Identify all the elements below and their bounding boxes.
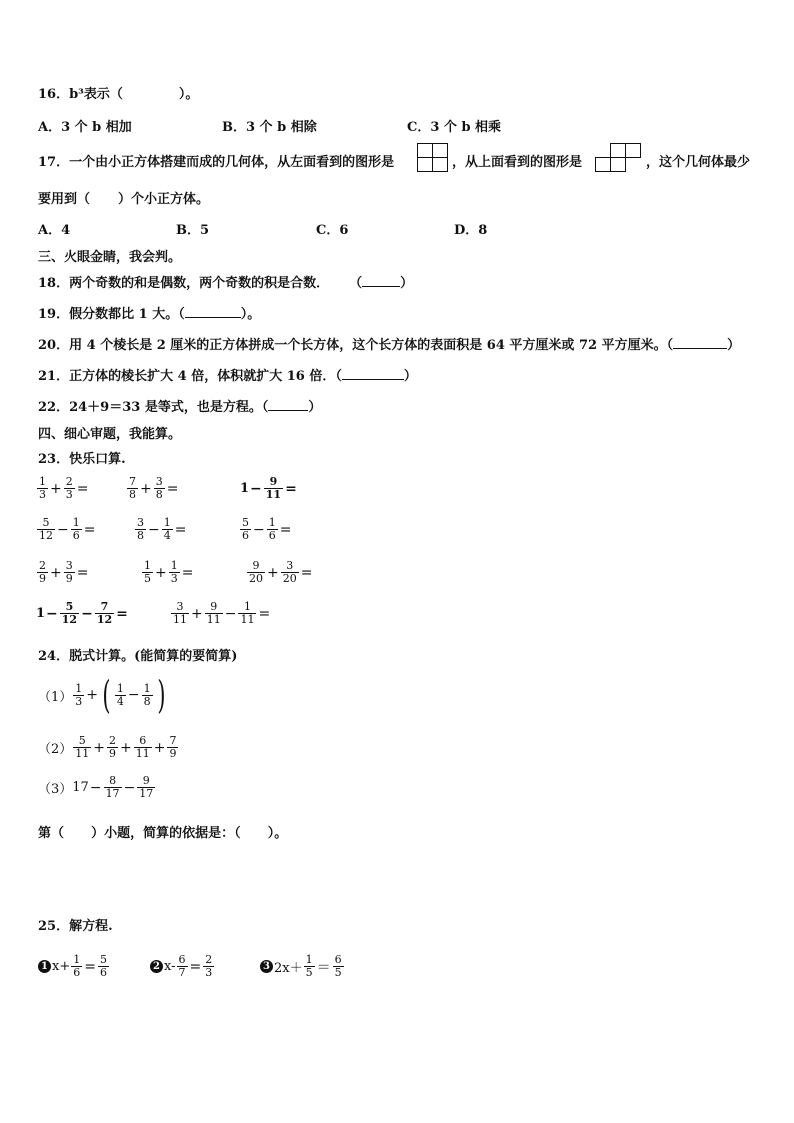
fraction — [135, 517, 146, 542]
operator: + — [120, 739, 132, 756]
operator: − — [57, 521, 69, 538]
fraction — [37, 517, 55, 542]
operator: − — [148, 521, 160, 538]
q18-stem: 18．两个奇数的和是偶数，两个奇数的积是合数． （ ） — [38, 276, 414, 291]
q22-answer-blank[interactable] — [268, 400, 308, 411]
numerator: 5 — [65, 600, 74, 613]
fraction — [142, 560, 153, 585]
operator: = — [174, 521, 187, 538]
denominator: 3 — [65, 488, 73, 501]
q25-title: 25．解方程. — [38, 919, 113, 934]
operator: = — [279, 521, 292, 538]
numerator: 1 — [72, 516, 80, 529]
denominator: 4 — [116, 694, 124, 708]
q17-option-c[interactable]: C．6 — [316, 223, 349, 238]
operator: = — [258, 605, 271, 622]
q24-expression-2: （2） $\frac{5}{11}$ + $\frac{2}{9}$ + $\frac{6}{11}$ + $\frac{7}{9}$ — [38, 734, 177, 760]
denominator: 9 — [39, 572, 46, 585]
q22-stem: 22．24＋9＝33 是等式，也是方程。（ ） — [38, 400, 322, 415]
grid-cell — [595, 157, 611, 172]
fraction — [267, 517, 278, 542]
numerator: 1 — [243, 600, 251, 613]
grid-cell — [417, 157, 433, 172]
q17-stem-line2: 要用到（ ）个小正方体。 — [38, 192, 210, 207]
fraction — [137, 775, 155, 800]
denominator: 11 — [173, 613, 187, 626]
operator: − — [81, 605, 93, 622]
oral-calc-5 — [134, 517, 187, 542]
denominator: 6 — [73, 966, 81, 979]
grid-cell — [610, 157, 626, 172]
denominator: 4 — [163, 529, 171, 542]
fraction — [134, 735, 152, 760]
numerator: 2 — [109, 734, 117, 747]
numerator: 3 — [176, 600, 184, 613]
q16-option-a[interactable]: A．3 个 b 相加 — [38, 120, 132, 135]
fraction — [264, 476, 283, 501]
section-3-heading: 三、火眼金睛，我会判。 — [38, 250, 182, 265]
q17-stem-part1: 17．一个由小正方体搭建而成的几何体，从左面看到的图形是 — [38, 155, 395, 170]
equation-2: 2 x- $\frac{6}{7}$ = $\frac{2}{3}$ — [150, 954, 215, 979]
fraction — [127, 476, 138, 501]
operator: − — [89, 779, 102, 796]
fraction — [238, 601, 256, 626]
denominator: 11 — [135, 747, 150, 760]
q24-footer: 第（ ）小题，简算的依据是：（ ）。 — [38, 826, 288, 841]
numerator: 2 — [39, 559, 46, 572]
denominator: 9 — [65, 572, 73, 585]
denominator: 12 — [61, 613, 78, 626]
numerator: 7 — [169, 734, 177, 747]
operator: = — [83, 521, 96, 538]
q19-answer-blank[interactable] — [185, 307, 241, 318]
numerator: 9 — [269, 475, 278, 488]
q19-stem: 19．假分数都比 1 大。（ ）。 — [38, 307, 261, 322]
numerator: 6 — [139, 734, 147, 747]
numerator: 3 — [286, 559, 294, 572]
denominator: 12 — [96, 613, 113, 626]
fraction — [115, 683, 126, 708]
denominator: 17 — [139, 787, 154, 800]
operator: − — [224, 605, 237, 622]
grid-cell — [625, 143, 641, 158]
denominator: 11 — [206, 613, 221, 626]
oral-calc-2 — [126, 476, 179, 501]
numerator: 1 — [73, 953, 81, 966]
oral-calc-11 — [170, 601, 271, 626]
circled-number-1: 1 — [38, 960, 51, 973]
operator: + — [140, 480, 152, 497]
operator: = — [285, 480, 297, 497]
numerator: 8 — [109, 774, 117, 787]
numerator: 6 — [178, 953, 186, 966]
q21-stem: 21．正方体的棱长扩大 4 倍，体积就扩大 16 倍．（ ） — [38, 369, 417, 384]
q20-stem: 20．用 4 个棱长是 2 厘米的正方体拼成一个长方体，这个长方体的表面积是 64 平方厘米或 72 平方厘米。（ ） — [38, 338, 741, 353]
denominator: 7 — [178, 966, 186, 979]
operator: = — [76, 564, 89, 581]
denominator: 5 — [334, 966, 342, 979]
operator: = — [189, 958, 202, 975]
q20-answer-blank[interactable] — [673, 338, 727, 349]
q17-option-a[interactable]: A．4 — [38, 223, 71, 238]
numerator: 7 — [129, 475, 136, 488]
q17-stem-part3: ，这个几何体最少 — [646, 155, 751, 170]
fraction — [154, 476, 165, 501]
denominator: 3 — [170, 572, 178, 585]
denominator: 5 — [144, 572, 151, 585]
q24-expression-1: （1） $\frac{1}{3}$ + ( $\frac{1}{4}$ − $\frac{1}{8}$ ) — [38, 673, 166, 717]
fraction — [203, 954, 214, 979]
operator: + — [191, 605, 203, 622]
operator: + — [155, 564, 167, 581]
grid-cell — [610, 143, 626, 158]
q21-answer-blank[interactable] — [342, 369, 404, 380]
denominator: 11 — [75, 747, 90, 760]
operator: − — [250, 480, 262, 497]
numerator: 1 — [39, 475, 46, 488]
fraction — [95, 601, 114, 626]
q23-title: 23．快乐口算. — [38, 452, 126, 467]
operator: = — [84, 958, 96, 975]
q16-option-c[interactable]: C．3 个 b 相乘 — [407, 120, 502, 135]
numerator: 5 — [99, 953, 107, 966]
fraction — [64, 560, 75, 585]
fraction — [37, 476, 48, 501]
operator: − — [46, 605, 58, 622]
oral-calc-6 — [239, 517, 292, 542]
fraction — [60, 601, 79, 626]
operator: = — [181, 564, 194, 581]
numerator: 1 — [163, 516, 171, 529]
fraction — [104, 775, 122, 800]
numerator: 9 — [142, 774, 150, 787]
fraction — [71, 954, 82, 979]
fraction — [240, 517, 251, 542]
operator: = — [300, 564, 313, 581]
q17-stem-part2: ，从上面看到的图形是 — [452, 155, 583, 170]
q16-stem: 16．b³表示（ ）。 — [38, 87, 199, 102]
fraction — [71, 517, 82, 542]
operator: − — [253, 521, 265, 538]
numerator: 1 — [143, 681, 151, 695]
numerator: 2 — [65, 475, 73, 488]
fraction — [37, 560, 48, 585]
fraction — [171, 601, 189, 626]
operator: + — [93, 739, 106, 756]
section-4-heading: 四、细心审题，我能算。 — [38, 427, 182, 442]
denominator: 20 — [282, 572, 297, 585]
numerator: 9 — [252, 559, 260, 572]
denominator: 8 — [129, 488, 136, 501]
fraction — [98, 954, 109, 979]
numerator: 1 — [170, 559, 178, 572]
circled-number-3: 3 — [260, 960, 273, 973]
denominator: 11 — [265, 488, 282, 501]
operator: = — [166, 480, 179, 497]
numerator: 3 — [155, 475, 163, 488]
denominator: 12 — [39, 529, 53, 542]
denominator: 17 — [105, 787, 120, 800]
fraction — [304, 954, 315, 979]
numerator: 1 — [75, 681, 83, 695]
denominator: 8 — [137, 529, 144, 542]
q16-option-b[interactable]: B．3 个 b 相除 — [222, 120, 317, 135]
denominator: 6 — [72, 529, 80, 542]
fraction — [247, 560, 265, 585]
denominator: 6 — [268, 529, 276, 542]
fraction — [281, 560, 299, 585]
operator: − — [123, 779, 136, 796]
fraction — [167, 735, 178, 760]
operator: + — [86, 687, 99, 703]
oral-calc-4 — [36, 517, 96, 542]
numerator: 3 — [65, 559, 73, 572]
fraction — [169, 560, 180, 585]
denominator: 8 — [155, 488, 163, 501]
numerator: 9 — [210, 600, 218, 613]
denominator: 5 — [305, 966, 313, 979]
oral-calc-8 — [141, 560, 194, 585]
numerator: 3 — [137, 516, 144, 529]
q18-answer-blank[interactable] — [362, 276, 400, 287]
denominator: 11 — [240, 613, 255, 626]
fraction — [162, 517, 173, 542]
numerator: 5 — [42, 516, 50, 529]
denominator: 8 — [143, 694, 151, 708]
oral-calc-3: 1 − $\frac{9}{11}$ = — [240, 475, 297, 501]
fraction — [73, 683, 84, 708]
numerator: 6 — [334, 953, 342, 966]
operator: + — [50, 480, 62, 497]
operator: ＝ — [316, 959, 331, 976]
parenthesis: ) — [156, 673, 166, 717]
grid-cell — [432, 143, 448, 158]
q17-option-b[interactable]: B．5 — [176, 223, 210, 238]
operator: = — [116, 605, 128, 622]
circled-number-2: 2 — [150, 960, 163, 973]
grid-cell — [432, 157, 448, 172]
numerator: 7 — [100, 600, 109, 613]
numerator: 1 — [116, 681, 124, 695]
q24-expression-3: （3） 17 − $\frac{8}{17}$ − $\frac{9}{17}$ — [38, 774, 154, 800]
fraction — [142, 683, 153, 708]
oral-calc-7 — [36, 560, 89, 585]
denominator: 6 — [242, 529, 249, 542]
fraction — [205, 601, 223, 626]
denominator: 9 — [169, 747, 177, 760]
oral-calc-1 — [36, 476, 89, 501]
numerator: 1 — [305, 953, 313, 966]
operator: + — [153, 739, 166, 756]
fraction — [73, 735, 91, 760]
fraction — [177, 954, 188, 979]
q24-title: 24．脱式计算。(能简算的要简算) — [38, 649, 238, 664]
denominator: 3 — [39, 488, 46, 501]
numerator: 1 — [144, 559, 151, 572]
denominator: 3 — [205, 966, 213, 979]
numerator: 5 — [242, 516, 249, 529]
operator: + — [50, 564, 62, 581]
top-view-figure — [595, 143, 643, 173]
numerator: 1 — [268, 516, 276, 529]
denominator: 9 — [109, 747, 117, 760]
parenthesis: ( — [102, 673, 111, 717]
denominator: 6 — [99, 966, 107, 979]
fraction — [107, 735, 118, 760]
grid-cell — [417, 143, 433, 158]
oral-calc-10: 1 − $\frac{5}{12}$ − $\frac{7}{12}$ = — [36, 600, 128, 626]
fraction — [64, 476, 75, 501]
fraction — [333, 954, 344, 979]
left-view-figure — [417, 143, 449, 173]
numerator: 5 — [78, 734, 86, 747]
operator: = — [76, 480, 89, 497]
numerator: 2 — [205, 953, 213, 966]
q17-option-d[interactable]: D．8 — [454, 223, 488, 238]
equation-3: 3 2x＋ $\frac{1}{5}$ ＝ $\frac{6}{5}$ — [260, 954, 345, 979]
operator: − — [127, 687, 140, 703]
denominator: 20 — [249, 572, 263, 585]
equation-1: 1 x+ $\frac{1}{6}$ = $\frac{5}{6}$ — [38, 954, 110, 979]
oral-calc-9 — [246, 560, 313, 585]
denominator: 3 — [75, 694, 83, 708]
operator: + — [267, 564, 279, 581]
